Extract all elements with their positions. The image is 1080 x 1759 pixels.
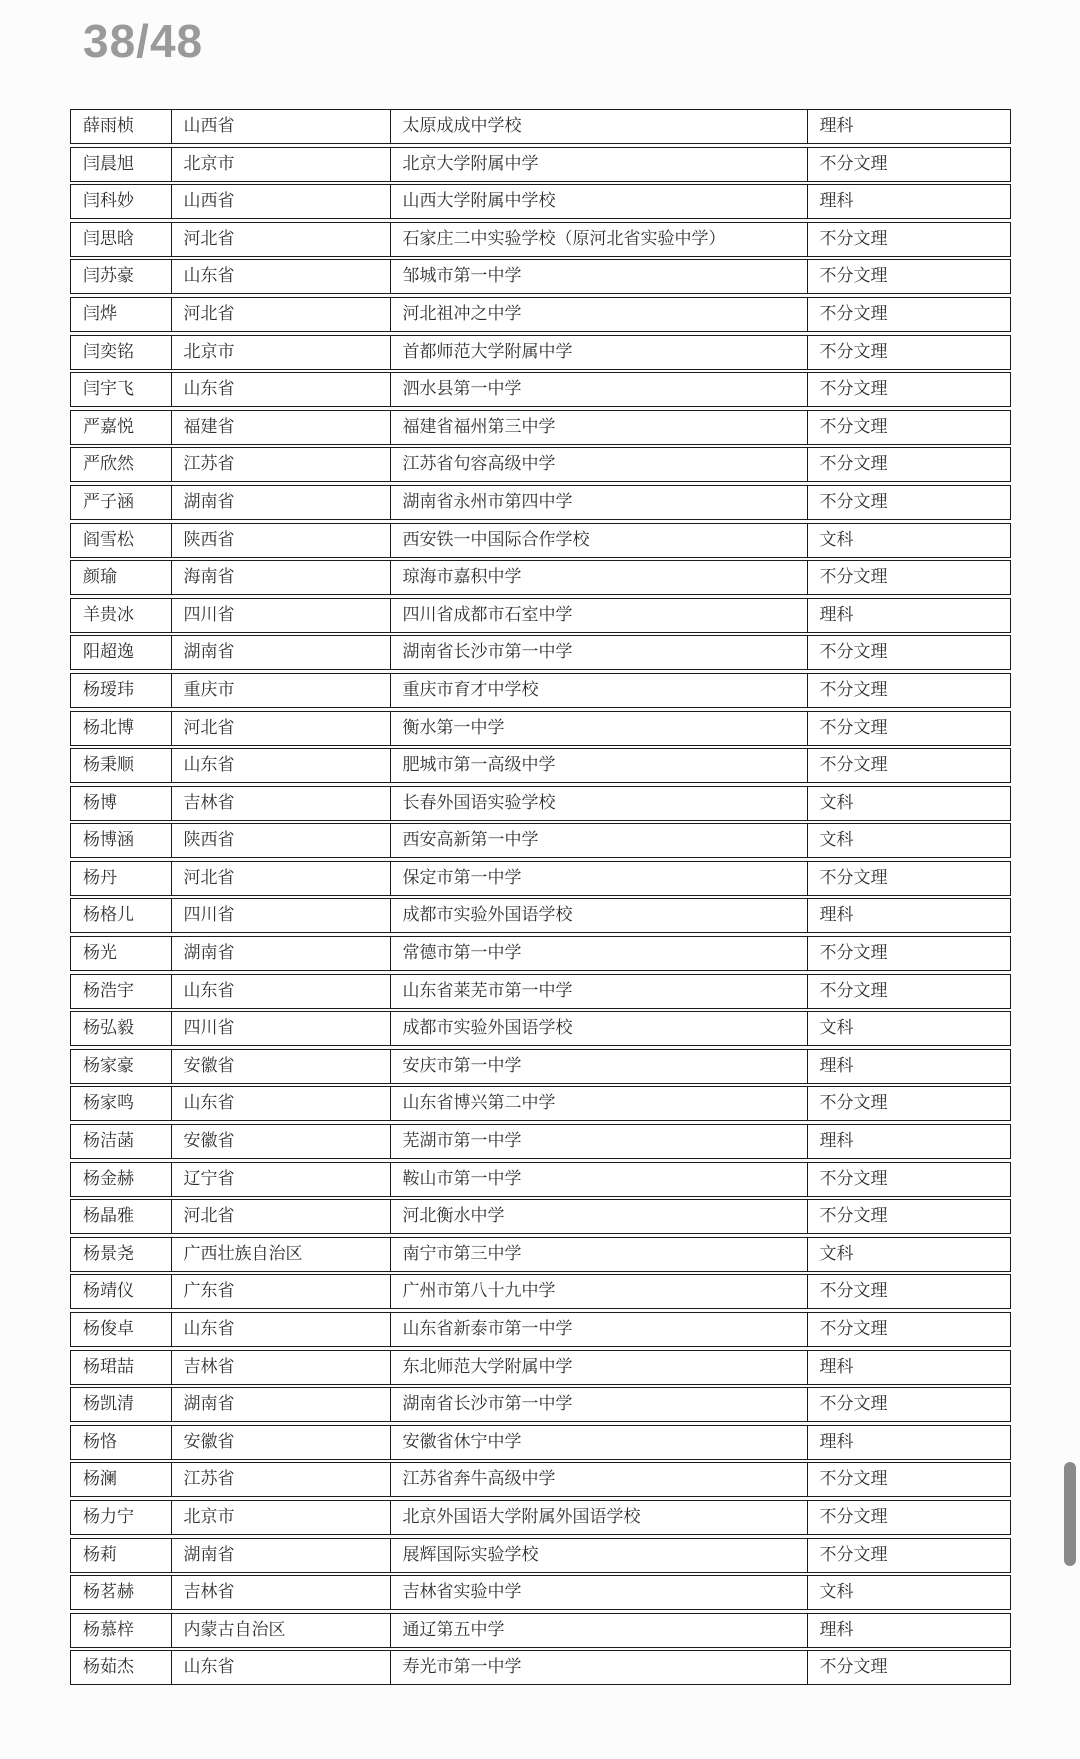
table-row [70,1312,1011,1347]
cell-school: 山东省博兴第二中学 [390,1086,809,1121]
cell-name: 杨凯清 [70,1387,172,1422]
table-row [70,1462,1011,1497]
cell-track: 不分文理 [807,259,1012,294]
table-row [70,1538,1011,1573]
cell-school: 西安高新第一中学 [390,823,809,858]
cell-province: 安徽省 [171,1124,392,1159]
cell-name: 杨家豪 [70,1049,172,1084]
cell-track: 不分文理 [807,1462,1012,1497]
cell-province: 北京市 [171,335,392,370]
table-row [70,1086,1011,1121]
cell-province: 河北省 [171,1199,392,1234]
cell-name: 杨光 [70,936,172,971]
cell-school: 衡水第一中学 [390,711,809,746]
cell-province: 福建省 [171,410,392,445]
cell-school: 南宁市第三中学 [390,1237,809,1272]
cell-school: 鞍山市第一中学 [390,1162,809,1197]
cell-province: 河北省 [171,711,392,746]
table-row [70,748,1011,783]
cell-track: 不分文理 [807,560,1012,595]
cell-name: 杨澜 [70,1462,172,1497]
cell-name: 闫奕铭 [70,335,172,370]
table-row [70,1425,1011,1460]
cell-province: 四川省 [171,1011,392,1046]
cell-school: 泗水县第一中学 [390,372,809,407]
cell-track: 文科 [807,823,1012,858]
cell-track: 不分文理 [807,222,1012,257]
table-row [70,184,1011,219]
page-indicator: 38/48 [83,15,204,67]
cell-school: 展辉国际实验学校 [390,1538,809,1573]
cell-name: 杨秉顺 [70,748,172,783]
cell-track: 不分文理 [807,1387,1012,1422]
cell-track: 文科 [807,1575,1012,1610]
cell-name: 羊贵冰 [70,598,172,633]
cell-track: 不分文理 [807,485,1012,520]
cell-province: 广东省 [171,1274,392,1309]
cell-track: 理科 [807,1350,1012,1385]
cell-province: 湖南省 [171,485,392,520]
cell-school: 北京大学附属中学 [390,147,809,182]
table-row [70,1162,1011,1197]
cell-province: 辽宁省 [171,1162,392,1197]
table-row [70,297,1011,332]
table-row [70,1237,1011,1272]
cell-province: 山东省 [171,974,392,1009]
table-row [70,410,1011,445]
cell-track: 文科 [807,1011,1012,1046]
cell-province: 吉林省 [171,1350,392,1385]
table-row [70,1011,1011,1046]
cell-name: 杨茗赫 [70,1575,172,1610]
cell-school: 福建省福州第三中学 [390,410,809,445]
table-row [70,1199,1011,1234]
table-row [70,861,1011,896]
cell-province: 广西壮族自治区 [171,1237,392,1272]
table-row [70,936,1011,971]
cell-track: 不分文理 [807,673,1012,708]
cell-track: 理科 [807,1425,1012,1460]
cell-school: 安徽省休宁中学 [390,1425,809,1460]
cell-name: 杨博涵 [70,823,172,858]
cell-school: 湖南省长沙市第一中学 [390,635,809,670]
cell-name: 杨家鸣 [70,1086,172,1121]
cell-school: 保定市第一中学 [390,861,809,896]
cell-school: 石家庄二中实验学校（原河北省实验中学） [390,222,809,257]
table-row [70,372,1011,407]
cell-province: 山东省 [171,372,392,407]
cell-name: 杨茹杰 [70,1650,172,1685]
cell-school: 湖南省长沙市第一中学 [390,1387,809,1422]
cell-province: 四川省 [171,598,392,633]
cell-school: 山西大学附属中学校 [390,184,809,219]
table-row [70,635,1011,670]
student-table [70,109,1011,1688]
cell-province: 河北省 [171,861,392,896]
cell-school: 北京外国语大学附属外国语学校 [390,1500,809,1535]
cell-track: 不分文理 [807,297,1012,332]
scrollbar-thumb[interactable] [1064,1462,1076,1566]
table-row [70,598,1011,633]
cell-name: 薛雨桢 [70,109,172,144]
table-row [70,222,1011,257]
table-row [70,898,1011,933]
cell-school: 四川省成都市石室中学 [390,598,809,633]
table-row [70,523,1011,558]
cell-track: 不分文理 [807,410,1012,445]
cell-track: 文科 [807,786,1012,821]
cell-name: 严子涵 [70,485,172,520]
table-row [70,673,1011,708]
cell-school: 吉林省实验中学 [390,1575,809,1610]
table-row [70,560,1011,595]
cell-province: 河北省 [171,222,392,257]
cell-school: 江苏省奔牛高级中学 [390,1462,809,1497]
cell-school: 长春外国语实验学校 [390,786,809,821]
cell-school: 成都市实验外国语学校 [390,1011,809,1046]
cell-track: 理科 [807,1124,1012,1159]
table-row [70,335,1011,370]
cell-name: 杨洁菡 [70,1124,172,1159]
cell-track: 理科 [807,1613,1012,1648]
cell-school: 东北师范大学附属中学 [390,1350,809,1385]
cell-province: 山西省 [171,109,392,144]
cell-track: 文科 [807,523,1012,558]
cell-province: 江苏省 [171,1462,392,1497]
cell-school: 湖南省永州市第四中学 [390,485,809,520]
cell-province: 吉林省 [171,786,392,821]
cell-track: 不分文理 [807,1199,1012,1234]
cell-track: 不分文理 [807,372,1012,407]
cell-school: 成都市实验外国语学校 [390,898,809,933]
cell-province: 陕西省 [171,823,392,858]
cell-track: 理科 [807,898,1012,933]
cell-track: 理科 [807,598,1012,633]
cell-school: 芜湖市第一中学 [390,1124,809,1159]
table-row [70,1387,1011,1422]
cell-track: 理科 [807,1049,1012,1084]
cell-track: 不分文理 [807,1162,1012,1197]
cell-track: 不分文理 [807,1500,1012,1535]
cell-province: 陕西省 [171,523,392,558]
cell-name: 闫思晗 [70,222,172,257]
table-row [70,1650,1011,1685]
cell-track: 理科 [807,184,1012,219]
cell-province: 山西省 [171,184,392,219]
cell-track: 不分文理 [807,1312,1012,1347]
cell-track: 不分文理 [807,1650,1012,1685]
cell-name: 杨恪 [70,1425,172,1460]
cell-name: 杨格儿 [70,898,172,933]
cell-name: 严欣然 [70,447,172,482]
table-row [70,1613,1011,1648]
cell-name: 闫晨旭 [70,147,172,182]
cell-school: 首都师范大学附属中学 [390,335,809,370]
cell-track: 不分文理 [807,1274,1012,1309]
cell-school: 邹城市第一中学 [390,259,809,294]
cell-track: 不分文理 [807,711,1012,746]
table-row [70,1274,1011,1309]
cell-name: 杨北博 [70,711,172,746]
cell-school: 山东省莱芜市第一中学 [390,974,809,1009]
cell-track: 不分文理 [807,936,1012,971]
table-row [70,1575,1011,1610]
cell-name: 杨靖仪 [70,1274,172,1309]
table-row [70,259,1011,294]
cell-track: 文科 [807,1237,1012,1272]
cell-school: 安庆市第一中学 [390,1049,809,1084]
cell-province: 湖南省 [171,635,392,670]
cell-name: 杨俊卓 [70,1312,172,1347]
table-row [70,974,1011,1009]
cell-province: 湖南省 [171,1538,392,1573]
cell-name: 杨慕梓 [70,1613,172,1648]
cell-track: 不分文理 [807,748,1012,783]
cell-track: 理科 [807,109,1012,144]
cell-school: 常德市第一中学 [390,936,809,971]
cell-school: 河北祖冲之中学 [390,297,809,332]
cell-name: 杨景尧 [70,1237,172,1272]
cell-province: 山东省 [171,1312,392,1347]
cell-name: 阎雪松 [70,523,172,558]
table-row [70,1350,1011,1385]
cell-name: 杨弘毅 [70,1011,172,1046]
cell-name: 严嘉悦 [70,410,172,445]
cell-track: 不分文理 [807,1086,1012,1121]
cell-school: 山东省新泰市第一中学 [390,1312,809,1347]
cell-track: 不分文理 [807,974,1012,1009]
table-row [70,147,1011,182]
cell-name: 阳超逸 [70,635,172,670]
table-row [70,823,1011,858]
cell-school: 河北衡水中学 [390,1199,809,1234]
cell-province: 湖南省 [171,936,392,971]
cell-name: 杨浩宇 [70,974,172,1009]
cell-province: 北京市 [171,1500,392,1535]
cell-track: 不分文理 [807,635,1012,670]
cell-track: 不分文理 [807,447,1012,482]
cell-province: 江苏省 [171,447,392,482]
cell-name: 杨晶雅 [70,1199,172,1234]
cell-province: 山东省 [171,259,392,294]
cell-name: 杨金赫 [70,1162,172,1197]
table-row [70,485,1011,520]
table-row [70,786,1011,821]
table-row [70,1049,1011,1084]
table-row [70,447,1011,482]
cell-province: 四川省 [171,898,392,933]
cell-name: 杨力宁 [70,1500,172,1535]
cell-school: 江苏省句容高级中学 [390,447,809,482]
cell-name: 闫烨 [70,297,172,332]
cell-province: 内蒙古自治区 [171,1613,392,1648]
cell-province: 北京市 [171,147,392,182]
cell-province: 吉林省 [171,1575,392,1610]
cell-name: 杨丹 [70,861,172,896]
cell-province: 河北省 [171,297,392,332]
cell-school: 西安铁一中国际合作学校 [390,523,809,558]
cell-province: 山东省 [171,1086,392,1121]
cell-school: 太原成成中学校 [390,109,809,144]
cell-name: 闫科妙 [70,184,172,219]
cell-province: 山东省 [171,748,392,783]
cell-province: 湖南省 [171,1387,392,1422]
cell-name: 杨博 [70,786,172,821]
cell-school: 通辽第五中学 [390,1613,809,1648]
table-row [70,1500,1011,1535]
cell-name: 闫宇飞 [70,372,172,407]
table-row [70,711,1011,746]
cell-name: 闫苏豪 [70,259,172,294]
cell-school: 肥城市第一高级中学 [390,748,809,783]
cell-name: 杨瑷玮 [70,673,172,708]
cell-school: 广州市第八十九中学 [390,1274,809,1309]
cell-track: 不分文理 [807,147,1012,182]
cell-province: 安徽省 [171,1425,392,1460]
cell-track: 不分文理 [807,1538,1012,1573]
cell-track: 不分文理 [807,335,1012,370]
cell-name: 颜瑜 [70,560,172,595]
cell-province: 海南省 [171,560,392,595]
table-row [70,109,1011,144]
cell-school: 重庆市育才中学校 [390,673,809,708]
table-row [70,1124,1011,1159]
cell-track: 不分文理 [807,861,1012,896]
cell-name: 杨珺喆 [70,1350,172,1385]
cell-school: 寿光市第一中学 [390,1650,809,1685]
cell-province: 安徽省 [171,1049,392,1084]
cell-province: 山东省 [171,1650,392,1685]
cell-province: 重庆市 [171,673,392,708]
cell-name: 杨莉 [70,1538,172,1573]
cell-school: 琼海市嘉积中学 [390,560,809,595]
